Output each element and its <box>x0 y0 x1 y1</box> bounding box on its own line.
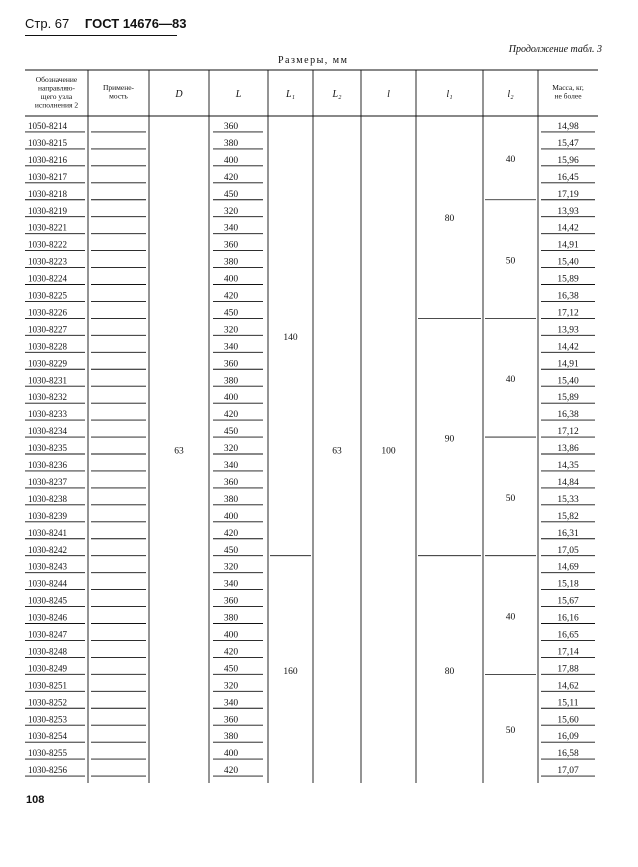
mass-cell: 16,45 <box>557 172 579 183</box>
mass-cell: 15,33 <box>557 494 579 505</box>
mass-cell: 15,18 <box>557 579 579 590</box>
mass-cell: 14,42 <box>557 342 579 353</box>
l2-merged-value: 50 <box>505 493 516 504</box>
L-cell: 420 <box>223 647 239 658</box>
designation-cell: 1030-8251 <box>28 680 67 691</box>
L-cell: 380 <box>223 376 239 387</box>
mass-cell: 16,58 <box>557 749 579 760</box>
L-cell: 360 <box>223 240 239 251</box>
L1-merged-value: 140 <box>283 332 298 343</box>
mass-cell: 15,60 <box>557 715 579 726</box>
l2-merged-value: 50 <box>505 726 516 737</box>
designation-cell: 1030-8223 <box>28 256 67 267</box>
designation-cell: 1030-8229 <box>28 358 67 369</box>
header-L2: L₂ <box>332 89 342 100</box>
L-cell: 450 <box>223 545 239 556</box>
designation-cell: 1030-8236 <box>28 460 67 470</box>
mass-cell: 14,91 <box>557 359 579 370</box>
mass-cell: 16,65 <box>557 630 579 641</box>
L-cell: 340 <box>223 223 239 234</box>
mass-cell: 14,84 <box>557 477 579 488</box>
designation-cell: 1030-8243 <box>28 561 67 572</box>
L-cell: 320 <box>223 444 239 455</box>
L-cell: 420 <box>223 528 239 539</box>
L-cell: 380 <box>223 613 239 624</box>
L-cell: 360 <box>223 359 239 370</box>
header-designation: исполнения 2 <box>34 100 79 110</box>
L-cell: 420 <box>223 172 239 183</box>
page-label: Стр. 67 <box>25 16 70 31</box>
l-merged-value: 100 <box>381 446 396 457</box>
l1-merged-value: 90 <box>444 434 455 445</box>
designation-cell: 1030-8255 <box>28 748 67 759</box>
l1-merged-value: 80 <box>444 666 455 677</box>
l2-merged-value: 40 <box>505 154 516 165</box>
mass-cell: 15,82 <box>557 511 579 522</box>
designation-cell: 1030-8241 <box>28 527 67 538</box>
mass-cell: 16,38 <box>557 410 579 421</box>
L-cell: 360 <box>223 477 239 488</box>
L-cell: 380 <box>223 732 239 743</box>
header-mass: Масса, кг, <box>552 83 584 92</box>
designation-cell: 1030-8233 <box>28 409 67 420</box>
mass-cell: 15,89 <box>557 393 579 404</box>
L-cell: 400 <box>223 393 239 404</box>
designation-cell: 1030-8246 <box>28 612 67 623</box>
mass-cell: 15,11 <box>557 698 579 709</box>
l2-merged-value: 40 <box>505 612 516 623</box>
mass-cell: 17,07 <box>557 766 579 777</box>
designation-cell: 1050-8214 <box>28 121 67 131</box>
L-cell: 380 <box>223 257 239 268</box>
designation-cell: 1030-8252 <box>28 697 67 708</box>
mass-cell: 15,89 <box>557 274 579 285</box>
L-cell: 450 <box>223 427 239 438</box>
header-L: L <box>235 89 242 100</box>
L-cell: 360 <box>223 122 239 132</box>
standard-code: ГОСТ 14676—83 <box>84 16 187 31</box>
mass-cell: 15,67 <box>557 596 579 607</box>
header-l: l <box>387 89 390 100</box>
L-cell: 360 <box>223 715 239 726</box>
header-designation: направляю- <box>37 83 76 93</box>
designation-cell: 1030-8237 <box>28 476 67 487</box>
header-mass: не более <box>554 91 582 101</box>
designation-cell: 1030-8219 <box>28 205 67 216</box>
L1-merged-value: 160 <box>283 666 298 677</box>
designation-cell: 1030-8249 <box>28 663 67 674</box>
designation-cell: 1030-8245 <box>28 595 67 606</box>
mass-cell: 17,12 <box>557 308 579 319</box>
mass-cell: 17,05 <box>557 545 579 556</box>
designation-cell: 1030-8256 <box>28 765 67 776</box>
L-cell: 340 <box>223 461 239 471</box>
designation-cell: 1030-8235 <box>28 443 67 454</box>
L-cell: 450 <box>223 308 239 319</box>
designation-cell: 1030-8247 <box>28 629 67 640</box>
L-cell: 320 <box>223 206 239 217</box>
L-cell: 320 <box>223 681 239 692</box>
mass-cell: 17,14 <box>557 647 579 658</box>
designation-cell: 1030-8228 <box>28 341 67 352</box>
designation-cell: 1030-8248 <box>28 646 67 657</box>
designation-cell: 1030-8221 <box>28 222 67 233</box>
designation-cell: 1030-8217 <box>28 171 67 182</box>
mass-cell: 14,98 <box>557 122 579 132</box>
mass-cell: 14,35 <box>557 461 579 471</box>
designation-cell: 1030-8226 <box>28 307 67 318</box>
designation-cell: 1030-8231 <box>28 375 67 386</box>
mass-cell: 14,62 <box>557 681 579 692</box>
l2-merged-value: 50 <box>505 256 516 267</box>
designation-cell: 1030-8215 <box>28 137 67 148</box>
mass-cell: 14,42 <box>557 223 579 234</box>
designation-cell: 1030-8234 <box>28 426 67 437</box>
mass-cell: 17,12 <box>557 427 579 438</box>
L-cell: 320 <box>223 562 239 573</box>
mass-cell: 16,38 <box>557 291 579 302</box>
table-continuation-note: Продолжение табл. 3 <box>508 44 602 55</box>
L-cell: 420 <box>223 291 239 302</box>
header-applicability: Примене- <box>102 83 135 92</box>
header-designation: щего узла <box>40 92 73 101</box>
mass-cell: 13,93 <box>557 206 579 217</box>
header-l1: l₁ <box>446 89 453 100</box>
header-designation: Обозначение <box>35 75 78 84</box>
mass-cell: 13,93 <box>557 325 579 336</box>
mass-cell: 14,69 <box>557 562 579 573</box>
L-cell: 340 <box>223 698 239 709</box>
designation-cell: 1030-8216 <box>28 154 67 165</box>
dimensions-caption: Размеры, мм <box>278 55 349 66</box>
page-number: 108 <box>26 794 45 806</box>
L-cell: 400 <box>223 155 239 166</box>
mass-cell: 15,96 <box>557 155 579 166</box>
L-cell: 400 <box>223 630 239 641</box>
L-cell: 340 <box>223 579 239 590</box>
header-applicability: мость <box>109 91 128 101</box>
L-cell: 400 <box>223 274 239 285</box>
mass-cell: 15,40 <box>557 376 579 387</box>
D-merged-value: 63 <box>174 446 184 457</box>
L-cell: 400 <box>223 511 239 522</box>
header-L1: L₁ <box>285 89 296 100</box>
designation-cell: 1030-8225 <box>28 290 67 301</box>
designation-cell: 1030-8242 <box>28 544 67 555</box>
mass-cell: 17,19 <box>557 189 579 200</box>
designation-cell: 1030-8253 <box>28 714 67 725</box>
designation-cell: 1030-8227 <box>28 324 67 335</box>
L-cell: 420 <box>223 766 239 777</box>
mass-cell: 16,31 <box>557 528 579 539</box>
header-l2: l₂ <box>507 89 514 100</box>
designation-cell: 1030-8238 <box>28 493 67 504</box>
L-cell: 340 <box>223 342 239 353</box>
L-cell: 360 <box>223 596 239 607</box>
designation-cell: 1030-8239 <box>28 510 67 521</box>
mass-cell: 15,47 <box>557 138 579 149</box>
designation-cell: 1030-8254 <box>28 731 67 742</box>
l1-merged-value: 80 <box>444 214 455 225</box>
designation-cell: 1030-8222 <box>28 239 67 250</box>
L-cell: 450 <box>223 664 239 675</box>
l2-merged-value: 40 <box>505 375 516 386</box>
mass-cell: 14,91 <box>557 240 579 251</box>
mass-cell: 16,16 <box>557 613 579 624</box>
L-cell: 420 <box>223 410 239 421</box>
L-cell: 380 <box>223 138 239 149</box>
designation-cell: 1030-8218 <box>28 188 67 199</box>
mass-cell: 15,40 <box>557 257 579 268</box>
designation-cell: 1030-8224 <box>28 273 67 284</box>
L2-merged-value: 63 <box>332 446 342 457</box>
mass-cell: 13,86 <box>557 444 579 455</box>
header-D: D <box>175 89 183 100</box>
L-cell: 320 <box>223 325 239 336</box>
L-cell: 380 <box>223 494 239 505</box>
designation-cell: 1030-8244 <box>28 578 67 589</box>
L-cell: 450 <box>223 189 239 200</box>
mass-cell: 17,88 <box>557 664 579 675</box>
L-cell: 400 <box>223 749 239 760</box>
designation-cell: 1030-8232 <box>28 392 67 403</box>
mass-cell: 16,09 <box>557 732 579 743</box>
